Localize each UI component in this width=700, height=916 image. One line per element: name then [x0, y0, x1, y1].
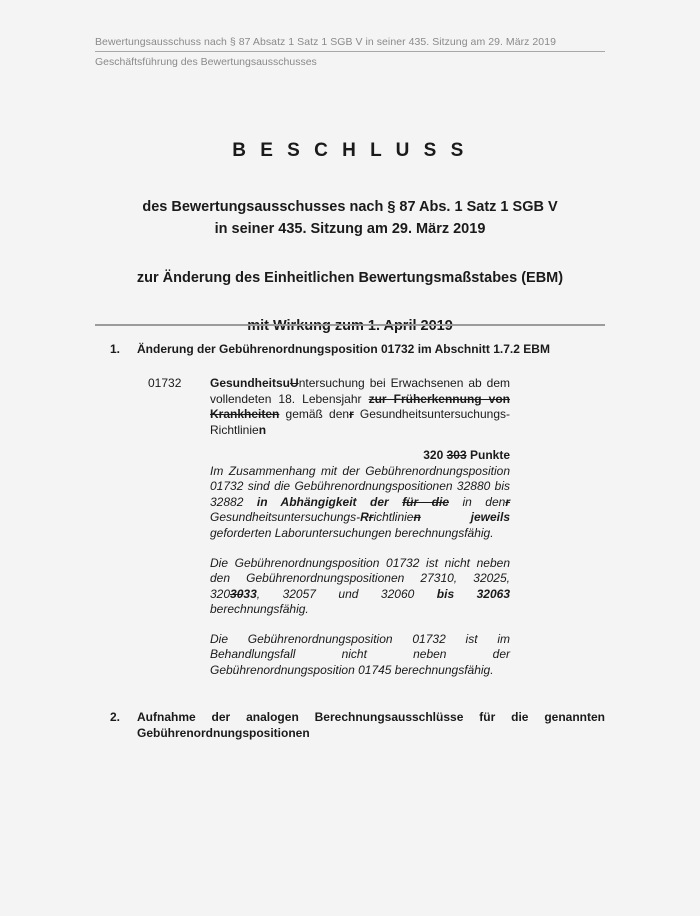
gop-paragraph	[210, 464, 510, 542]
struck-text-run: 30	[230, 586, 244, 601]
item-text: Änderung der Gebührenordnungsposition 01732 im Abschnitt 1.7.2 EBM	[137, 342, 550, 356]
text-run: Im Zusammenhang mit der Gebührenordnungsposition 01732 sind die Gebührenordnungspositionen 32880 bis 32882	[210, 463, 510, 509]
page-title: B E S C H L U S S	[232, 140, 468, 161]
gop-paragraph	[210, 556, 510, 618]
struck-text-run: zur Früherkennung von Krankheiten	[210, 391, 510, 422]
gop-code: 01732	[148, 376, 182, 391]
title-subline-1: des Bewertungsausschusses nach § 87 Abs. 1 Satz 1 SGB V	[142, 199, 558, 215]
text-run: Die Gebührenordnungsposition 01732 ist im Behandlungsfall nicht neben der Gebührenordnungsposition 01745 berechnungsfähig.	[210, 631, 510, 678]
bold-text-run: R	[360, 510, 369, 525]
item-number: 2.	[110, 709, 121, 724]
bold-text-run: n	[258, 422, 267, 437]
points-new-value: 320	[423, 448, 444, 463]
struck-text-run: r	[505, 494, 511, 509]
gop-paragraph	[210, 632, 510, 679]
bold-text-run: jeweils	[470, 510, 510, 525]
points-old-value: 303	[446, 448, 467, 463]
document-header	[95, 36, 605, 68]
points-unit: Punkte	[469, 448, 510, 463]
list-item	[0, 709, 700, 741]
text-run: in de	[449, 494, 499, 509]
gop-body	[210, 376, 510, 678]
bold-text-run: bis 32063	[436, 586, 510, 601]
text-run: Gesundheitsuntersuchungs-	[210, 510, 361, 525]
list-item	[0, 341, 700, 357]
section-divider	[95, 324, 605, 326]
header-committee-line: Bewertungsausschuss nach § 87 Absatz 1 Satz 1 SGB V in seiner 435. Sitzung am 29. März 2019	[95, 36, 605, 52]
text-run: gemäß de	[279, 407, 343, 422]
text-run: Die Gebührenordnungsposition 01732 ist nicht neben den Gebührenordnungspositionen 27310, 32025, 320	[210, 555, 510, 601]
title-subline-committee	[95, 196, 605, 241]
gop-title-text	[210, 376, 510, 438]
struck-text-run: n	[413, 510, 421, 525]
bold-text-run: Gesundheitsu	[210, 376, 291, 391]
text-run: ichtlinie	[373, 510, 414, 525]
title-block	[95, 140, 605, 338]
struck-text-run: r	[368, 510, 374, 525]
title-subline-2: in seiner 435. Sitzung am 29. März 2019	[214, 221, 486, 238]
title-subline-4: mit Wirkung zum 1. April 2019	[247, 318, 453, 335]
text-run: berechnungsfähig.	[210, 602, 309, 617]
text-run: n	[498, 494, 506, 509]
item-text: Aufnahme der analogen Berechnungsausschlüsse für die genannten Gebührenordnungspositionen	[137, 709, 605, 740]
header-management-line: Geschäftsführung des Bewertungsausschusses	[95, 56, 317, 68]
text-run: , 32057 und 32060	[256, 586, 437, 601]
bold-text-run: 33	[243, 586, 257, 601]
text-run: Gesundheitsuntersuchungs-Richtlinie	[210, 407, 510, 437]
text-run	[421, 510, 471, 524]
text-run: geforderten Laboruntersuchungen berechnungsfähig.	[210, 525, 494, 540]
bold-text-run: in Abhängigkeit der	[256, 494, 403, 509]
title-subline-3: zur Änderung des Einheitlichen Bewertungsmaßstabes (EBM)	[136, 269, 564, 286]
document-body	[0, 341, 700, 741]
struck-text-run: r	[349, 407, 354, 422]
struck-text-run: für die	[402, 494, 449, 509]
struck-text-run: U	[290, 376, 299, 391]
gop-points-line	[210, 448, 510, 463]
text-run: ntersuchung bei Erwachsenen ab dem vollendeten 18. Lebensjahr	[210, 376, 510, 406]
item-number: 1.	[110, 342, 121, 356]
text-run: n	[342, 407, 350, 422]
gop-entry	[0, 376, 700, 678]
